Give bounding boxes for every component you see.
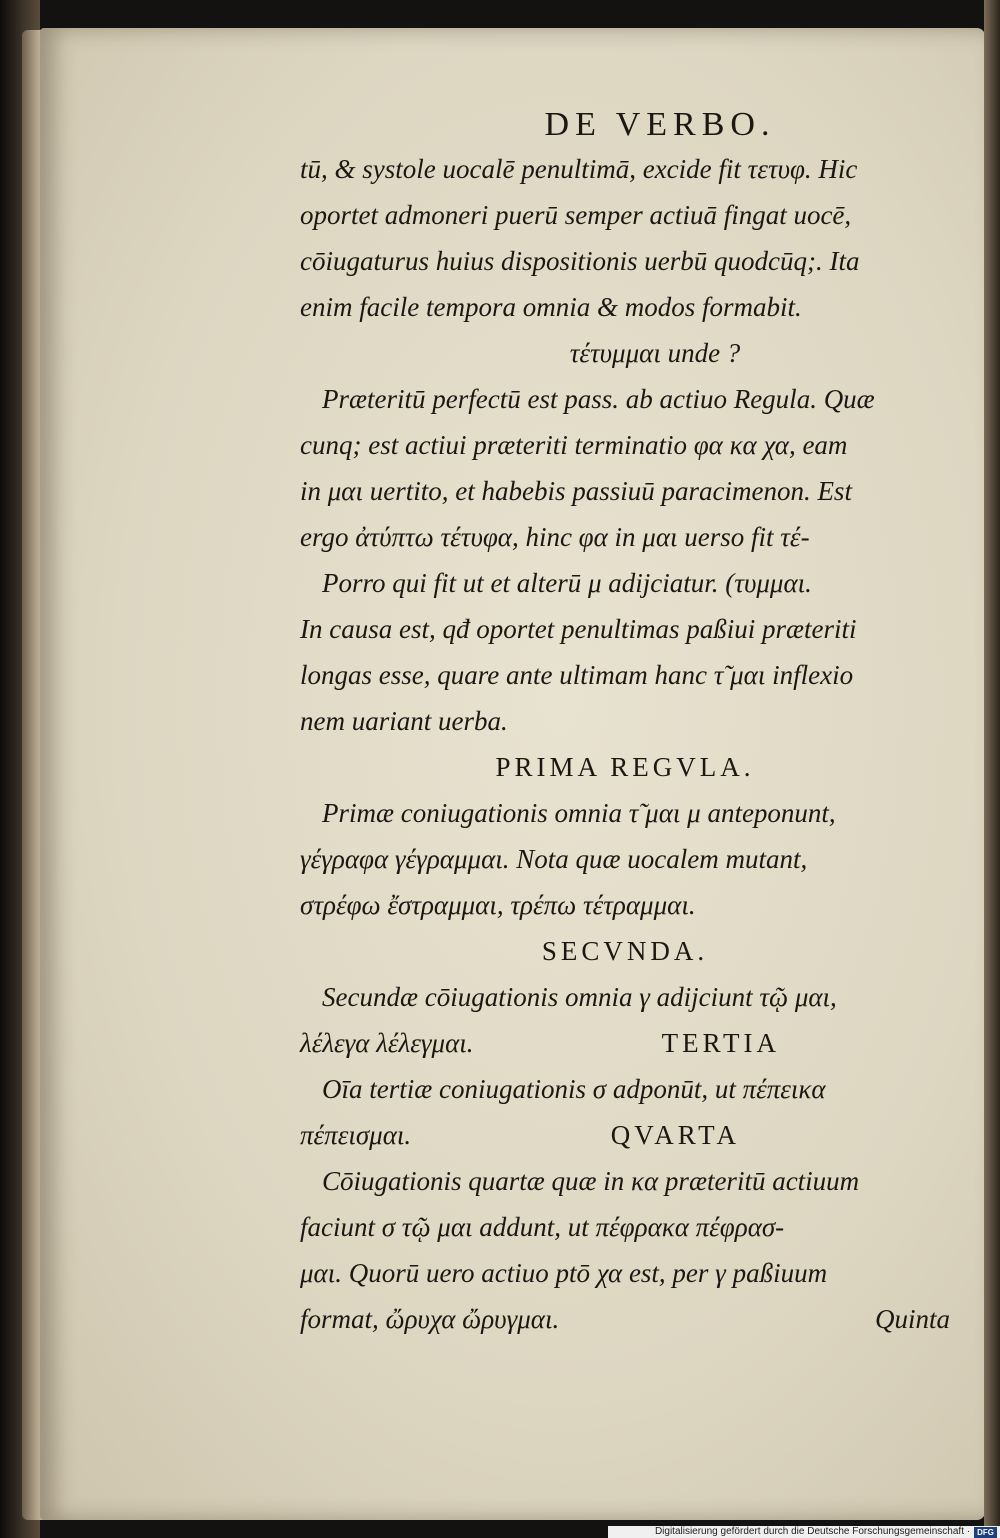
text-line: γέγραφα γέγραμμαι. Nota quæ uocalem mutant, bbox=[300, 844, 808, 874]
text-line: faciunt σ τῷ μαι addunt, ut πέφρακα πέφρασ- bbox=[300, 1212, 785, 1242]
catchword: Quinta bbox=[874, 1304, 950, 1334]
text-fragment: format, ὤρυχα ὤρυγμαι. bbox=[300, 1304, 560, 1334]
text-fragment: πέπεισμαι. bbox=[300, 1120, 412, 1150]
section-heading-prima: PRIMA REGVLA. bbox=[495, 752, 755, 782]
page-right-edge bbox=[984, 0, 1000, 1538]
dfg-logo-icon: DFG bbox=[974, 1527, 997, 1538]
text-line: Secundæ cōiugationis omnia γ adijciunt τῷ μαι, bbox=[322, 982, 837, 1012]
text-line: στρέφω ἔστραμμαι, τρέπω τέτραμμαι. bbox=[300, 890, 696, 920]
page-text-block bbox=[300, 106, 950, 1342]
section-heading-tertia: TERTIA bbox=[661, 1028, 780, 1058]
text-line: nem uariant uerba. bbox=[300, 706, 508, 736]
text-line: Primæ coniugationis omnia τ̃ μαι μ anteponunt, bbox=[322, 798, 836, 828]
text-line-with-catchword bbox=[300, 1296, 950, 1342]
question-line: τέτυμμαι unde ? bbox=[569, 338, 741, 368]
text-line-with-heading bbox=[300, 1112, 950, 1158]
text-line: oportet admoneri puerū semper actiuā fingat uocē, bbox=[300, 200, 852, 230]
section-heading-secunda: SECVNDA. bbox=[541, 936, 709, 966]
digitization-footer bbox=[608, 1526, 1000, 1538]
running-head: DE VERBO. bbox=[544, 106, 776, 143]
text-line: In causa est, qđ oportet penultimas paßiui præteriti bbox=[300, 614, 857, 644]
text-line: Præteritū perfectū est pass. ab actiuo Regula. Quæ bbox=[322, 384, 875, 414]
text-line: in μαι uertito, et habebis passiuū paracimenon. Est bbox=[300, 476, 852, 506]
text-fragment: λέλεγα λέλεγμαι. bbox=[300, 1028, 474, 1058]
section-heading-quarta: QVARTA bbox=[610, 1120, 740, 1150]
text-line: Cōiugationis quartæ quæ in κα præteritū actiuum bbox=[322, 1166, 860, 1196]
text-line: ergo ἀτύπτω τέτυφα, hinc φα in μαι uerso fit τέ- bbox=[300, 522, 810, 552]
text-line: tū, & systole uocalē penultimā, excide fit τετυφ. Hic bbox=[300, 154, 858, 184]
text-line: μαι. Quorū uero actiuo ptō χα est, per γ paßiuum bbox=[300, 1258, 828, 1288]
text-line: cōiugaturus huius dispositionis uerbū quodcūq;. Ita bbox=[300, 246, 860, 276]
text-line: Oīa tertiæ coniugationis σ adponūt, ut πέπεικα bbox=[322, 1074, 826, 1104]
text-line-with-heading bbox=[300, 1020, 950, 1066]
text-line: cunq; est actiui præteriti terminatio φα κα χα, eam bbox=[300, 430, 848, 460]
text-line: Porro qui fit ut et alterū μ adijciatur. (τυμμαι. bbox=[322, 568, 812, 598]
text-line: longas esse, quare ante ultimam hanc τ̃ μαι inflexio bbox=[300, 660, 854, 690]
footer-credit-text: Digitalisierung gefördert durch die Deutsche Forschungsgemeinschaft · bbox=[654, 1526, 971, 1537]
text-line: enim facile tempora omnia & modos formabit. bbox=[300, 292, 802, 322]
